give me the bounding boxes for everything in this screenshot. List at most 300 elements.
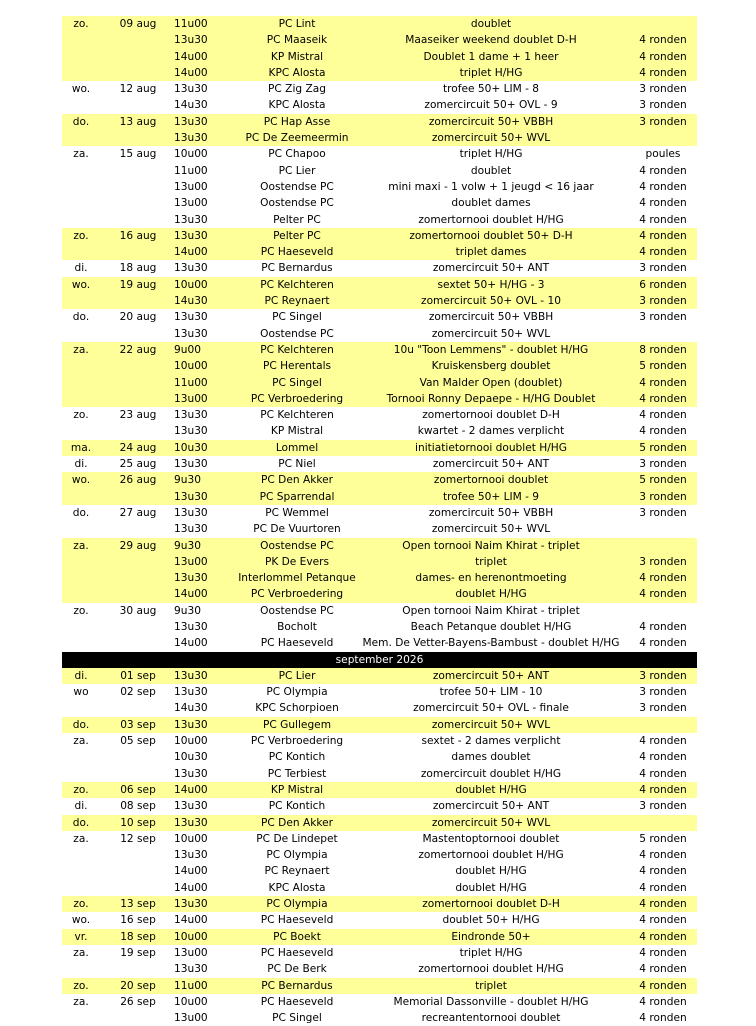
time-cell: 11u00 (174, 979, 208, 992)
club-cell: PC Haeseveld (260, 995, 334, 1008)
table-row (62, 228, 697, 244)
club-cell: Interlommel Petanque (238, 572, 356, 585)
event-cell: Tornooi Ronny Depaepe - H/HG Doublet (386, 392, 596, 405)
table-row (62, 538, 697, 554)
day-cell: do. (72, 115, 90, 128)
event-cell: zomercircuit 50+ ANT (432, 262, 550, 275)
club-cell: Pelter PC (273, 213, 321, 226)
rounds-cell: 4 ronden (639, 930, 687, 943)
club-cell: PC Singel (272, 311, 322, 324)
rounds-cell: 4 ronden (639, 963, 687, 976)
time-cell: 14u00 (174, 865, 208, 878)
event-cell: zomercircuit 50+ WVL (431, 523, 551, 536)
day-cell: zo. (73, 783, 89, 796)
club-cell: PC De Zeemeermin (245, 132, 349, 145)
time-cell: 13u30 (174, 816, 208, 829)
event-cell: triplet H/HG (459, 946, 523, 959)
table-row (62, 293, 697, 309)
date-cell: 27 aug (119, 506, 157, 519)
rounds-cell: 4 ronden (639, 881, 687, 894)
table-row (62, 244, 697, 260)
rounds-cell: 5 ronden (639, 360, 687, 373)
date-cell: 09 aug (119, 18, 157, 30)
time-cell: 10u30 (174, 441, 208, 454)
rounds-cell: 3 ronden (639, 506, 687, 519)
club-cell: Bocholt (277, 620, 317, 633)
event-cell: doublet H/HG (455, 783, 527, 796)
date-cell: 01 sep (120, 669, 156, 682)
day-cell: wo. (71, 83, 91, 96)
date-cell: 20 sep (120, 979, 156, 992)
event-cell: doublet H/HG (455, 865, 527, 878)
club-cell: PC Maaseik (266, 34, 328, 47)
table-row (62, 684, 697, 700)
table-row (62, 896, 697, 912)
time-cell: 9u00 (174, 343, 201, 356)
date-cell: 29 aug (119, 539, 157, 552)
table-row (62, 407, 697, 423)
event-cell: zomercircuit 50+ OVL - finale (413, 702, 569, 715)
day-cell: za. (73, 148, 89, 161)
date-cell: 16 aug (119, 229, 157, 242)
event-cell: sextet - 2 dames verplicht (421, 735, 561, 748)
time-cell: 10u00 (174, 735, 208, 748)
event-cell: zomertornooi doublet H/HG (418, 963, 564, 976)
time-cell: 13u30 (174, 409, 208, 422)
club-cell: Oostendse PC (260, 539, 334, 552)
club-cell: Pelter PC (273, 229, 321, 242)
rounds-cell: 3 ronden (639, 555, 687, 568)
club-cell: PC Bernardus (261, 262, 333, 275)
table-row (62, 782, 697, 798)
date-cell: 05 sep (120, 735, 156, 748)
time-cell: 13u30 (174, 83, 208, 96)
event-cell: triplet H/HG (459, 66, 523, 79)
event-cell: dames doublet (451, 751, 531, 764)
club-cell: Oostendse PC (260, 327, 334, 340)
time-cell: 10u00 (174, 995, 208, 1008)
time-cell: 14u00 (174, 66, 208, 79)
table-row (62, 521, 697, 537)
table-row (62, 815, 697, 831)
club-cell: PC Olympia (266, 849, 328, 862)
club-cell: Lommel (275, 441, 319, 454)
table-row (62, 277, 697, 293)
rounds-cell: 4 ronden (639, 995, 687, 1008)
event-cell: zomertornooi doublet H/HG (418, 849, 564, 862)
rounds-cell: 3 ronden (639, 295, 687, 308)
rounds-cell: 3 ronden (639, 800, 687, 813)
rounds-cell: 4 ronden (639, 898, 687, 911)
date-cell: 24 aug (119, 441, 157, 454)
table-row (62, 97, 697, 113)
day-cell: do. (72, 816, 90, 829)
time-cell: 13u00 (174, 1012, 208, 1025)
date-cell: 12 sep (120, 832, 156, 845)
time-cell: 9u30 (174, 474, 201, 487)
club-cell: PC Haeseveld (260, 946, 334, 959)
club-cell: PC Den Akker (261, 474, 333, 487)
event-cell: Mem. De Vetter-Bayens-Bambust - doublet H/HG (362, 637, 620, 650)
table-row (62, 505, 697, 521)
rounds-cell: 4 ronden (639, 376, 687, 389)
day-cell: za. (73, 539, 89, 552)
event-cell: Van Malder Open (doublet) (419, 376, 563, 389)
table-row (62, 16, 697, 32)
table-row (62, 749, 697, 765)
event-cell: zomertornooi doublet H/HG (418, 213, 564, 226)
table-row (62, 619, 697, 635)
table-row (62, 375, 697, 391)
club-cell: PC Hap Asse (263, 115, 331, 128)
table-row (62, 212, 697, 228)
time-cell: 10u00 (174, 148, 208, 161)
rounds-cell: 4 ronden (639, 572, 687, 585)
day-cell: zo. (73, 18, 89, 30)
club-cell: KP Mistral (270, 425, 324, 438)
rounds-cell: 4 ronden (639, 620, 687, 633)
event-cell: doublet (470, 18, 512, 30)
date-cell: 19 aug (119, 278, 157, 291)
time-cell: 13u00 (174, 946, 208, 959)
event-cell: dames- en herenontmoeting (415, 572, 567, 585)
table-row (62, 586, 697, 602)
club-cell: PC Reynaert (264, 865, 330, 878)
rounds-cell: 4 ronden (639, 180, 687, 193)
day-cell: di. (74, 800, 88, 813)
day-cell: ma. (70, 441, 92, 454)
club-cell: PC Boekt (273, 930, 321, 943)
table-row (62, 831, 697, 847)
rounds-cell: 4 ronden (639, 751, 687, 764)
rounds-cell: 4 ronden (639, 246, 687, 259)
date-cell: 22 aug (119, 343, 157, 356)
date-cell: 23 aug (119, 409, 157, 422)
day-cell: wo. (71, 914, 91, 927)
date-cell: 19 sep (120, 946, 156, 959)
club-cell: KPC Schorpioen (255, 702, 339, 715)
day-cell: do. (72, 311, 90, 324)
time-cell: 14u00 (174, 637, 208, 650)
rounds-cell: 6 ronden (639, 278, 687, 291)
event-cell: sextet 50+ H/HG - 3 (437, 278, 545, 291)
time-cell: 10u00 (174, 360, 208, 373)
time-cell: 13u30 (174, 262, 208, 275)
rounds-cell: 4 ronden (639, 767, 687, 780)
time-cell: 14u00 (174, 246, 208, 259)
table-row (62, 472, 697, 488)
event-cell: doublet (470, 164, 512, 177)
date-cell: 12 aug (119, 83, 157, 96)
day-cell: za. (73, 946, 89, 959)
club-cell: PC Lier (278, 164, 316, 177)
rounds-cell: 4 ronden (639, 979, 687, 992)
time-cell: 13u30 (174, 849, 208, 862)
table-row (62, 945, 697, 961)
event-cell: zomertornooi doublet 50+ D-H (409, 229, 573, 242)
event-cell: doublet H/HG (455, 881, 527, 894)
rounds-cell: 4 ronden (639, 66, 687, 79)
event-cell: triplet dames (455, 246, 527, 259)
date-cell: 16 sep (120, 914, 156, 927)
rounds-cell: 5 ronden (639, 832, 687, 845)
table-row (62, 554, 697, 570)
club-cell: Oostendse PC (260, 197, 334, 210)
club-cell: PC Kelchteren (260, 278, 334, 291)
time-cell: 13u30 (174, 767, 208, 780)
rounds-cell: 3 ronden (639, 83, 687, 96)
day-cell: za. (73, 995, 89, 1008)
event-cell: zomercircuit doublet H/HG (420, 767, 562, 780)
time-cell: 13u30 (174, 800, 208, 813)
table-row (62, 423, 697, 439)
table-row (62, 440, 697, 456)
rounds-cell: 4 ronden (639, 637, 687, 650)
time-cell: 13u30 (174, 425, 208, 438)
time-cell: 13u30 (174, 115, 208, 128)
time-cell: 11u00 (174, 164, 208, 177)
club-cell: KPC Alosta (268, 881, 326, 894)
day-cell: wo. (71, 278, 91, 291)
event-cell: Maaseiker weekend doublet D-H (405, 34, 577, 47)
club-cell: PC Niel (278, 458, 316, 471)
rounds-cell: 3 ronden (639, 311, 687, 324)
club-cell: Oostendse PC (260, 604, 334, 617)
time-cell: 13u30 (174, 506, 208, 519)
event-cell: doublet H/HG (455, 588, 527, 601)
event-cell: Mastentoptornooi doublet (422, 832, 560, 845)
event-cell: initiatietornooi doublet H/HG (415, 441, 567, 454)
table-row (62, 130, 697, 146)
rounds-cell: 3 ronden (639, 702, 687, 715)
date-cell: 03 sep (120, 718, 156, 731)
time-cell: 13u30 (174, 490, 208, 503)
rounds-cell: 5 ronden (639, 441, 687, 454)
rounds-cell: 4 ronden (639, 34, 687, 47)
time-cell: 14u00 (174, 881, 208, 894)
date-cell: 13 sep (120, 898, 156, 911)
time-cell: 13u30 (174, 213, 208, 226)
event-cell: zomercircuit 50+ WVL (431, 718, 551, 731)
rounds-cell: 4 ronden (639, 849, 687, 862)
day-cell: zo. (73, 604, 89, 617)
rounds-cell: 5 ronden (639, 474, 687, 487)
time-cell: 11u00 (174, 376, 208, 389)
club-cell: PC Singel (272, 376, 322, 389)
time-cell: 10u00 (174, 278, 208, 291)
club-cell: PC Sparrendal (259, 490, 335, 503)
table-row (62, 929, 697, 945)
time-cell: 11u00 (174, 18, 208, 30)
time-cell: 13u30 (174, 718, 208, 731)
club-cell: PC Lier (278, 669, 316, 682)
rounds-cell: 4 ronden (639, 588, 687, 601)
date-cell: 18 sep (120, 930, 156, 943)
table-row (62, 81, 697, 97)
table-row (62, 65, 697, 81)
event-cell: Memorial Dassonville - doublet H/HG (393, 995, 589, 1008)
date-cell: 26 aug (119, 474, 157, 487)
club-cell: KPC Alosta (268, 99, 326, 112)
time-cell: 13u30 (174, 34, 208, 47)
table-row (62, 49, 697, 65)
club-cell: PC Gullegem (262, 718, 332, 731)
event-cell: triplet H/HG (459, 148, 523, 161)
event-cell: kwartet - 2 dames verplicht (417, 425, 565, 438)
table-row (62, 733, 697, 749)
table-row (62, 358, 697, 374)
time-cell: 13u30 (174, 620, 208, 633)
time-cell: 14u00 (174, 588, 208, 601)
day-cell: wo. (71, 474, 91, 487)
club-cell: PC Bernardus (261, 979, 333, 992)
time-cell: 10u30 (174, 751, 208, 764)
day-cell: do. (72, 718, 90, 731)
club-cell: PC Reynaert (264, 295, 330, 308)
table-row (62, 260, 697, 276)
time-cell: 13u00 (174, 180, 208, 193)
event-cell: zomercircuit 50+ OVL - 10 (421, 295, 561, 308)
club-cell: PC Haeseveld (260, 914, 334, 927)
club-cell: PC De Vuurtoren (253, 523, 341, 536)
club-cell: PC De Lindepet (256, 832, 338, 845)
time-cell: 13u30 (174, 572, 208, 585)
club-cell: PC Chapoo (268, 148, 326, 161)
event-cell: Kruiskensberg doublet (431, 360, 551, 373)
club-cell: PC Wemmel (265, 506, 329, 519)
table-row (62, 195, 697, 211)
rounds-cell: 4 ronden (639, 229, 687, 242)
time-cell: 13u30 (174, 898, 208, 911)
table-row (62, 114, 697, 130)
event-cell: zomercircuit 50+ OVL - 9 (424, 99, 558, 112)
club-cell: PC Haeseveld (260, 637, 334, 650)
time-cell: 13u30 (174, 311, 208, 324)
day-cell: zo. (73, 898, 89, 911)
rounds-cell: 4 ronden (639, 409, 687, 422)
time-cell: 9u30 (174, 604, 201, 617)
day-cell: zo. (73, 979, 89, 992)
day-cell: zo. (73, 229, 89, 242)
table-row (62, 912, 697, 928)
event-cell: Open tornooi Naim Khirat - triplet (402, 604, 580, 617)
club-cell: Oostendse PC (260, 180, 334, 193)
time-cell: 13u30 (174, 327, 208, 340)
day-cell: za. (73, 832, 89, 845)
date-cell: 08 sep (120, 800, 156, 813)
rounds-cell: 4 ronden (639, 865, 687, 878)
rounds-cell: 4 ronden (639, 1012, 687, 1025)
time-cell: 14u30 (174, 295, 208, 308)
table-row (62, 978, 697, 994)
event-cell: triplet (475, 979, 507, 992)
rounds-cell: 4 ronden (639, 50, 687, 63)
table-row (62, 326, 697, 342)
event-cell: zomercircuit 50+ VBBH (428, 311, 554, 324)
table-row (62, 489, 697, 505)
schedule-table (62, 16, 697, 1026)
event-cell: Beach Petanque doublet H/HG (410, 620, 572, 633)
date-cell: 10 sep (120, 816, 156, 829)
day-cell: vr. (74, 930, 88, 943)
club-cell: PC Den Akker (261, 816, 333, 829)
table-row (62, 766, 697, 782)
rounds-cell: 3 ronden (639, 490, 687, 503)
table-row (62, 603, 697, 619)
rounds-cell: 3 ronden (639, 458, 687, 471)
time-cell: 13u30 (174, 523, 208, 536)
rounds-cell: 4 ronden (639, 197, 687, 210)
event-cell: recreantentornooi doublet (421, 1012, 561, 1025)
rounds-cell: 3 ronden (639, 115, 687, 128)
club-cell: PC Kontich (268, 800, 326, 813)
day-cell: di. (74, 458, 88, 471)
table-row (62, 847, 697, 863)
event-cell: doublet dames (451, 197, 531, 210)
time-cell: 9u30 (174, 539, 201, 552)
club-cell: PC Terbiest (267, 767, 327, 780)
time-cell: 10u00 (174, 832, 208, 845)
club-cell: PC Kontich (268, 751, 326, 764)
rounds-cell: 4 ronden (639, 735, 687, 748)
time-cell: 13u30 (174, 458, 208, 471)
event-cell: zomercircuit 50+ ANT (432, 800, 550, 813)
rounds-cell: 4 ronden (639, 914, 687, 927)
date-cell: 15 aug (119, 148, 157, 161)
club-cell: PC De Berk (267, 963, 327, 976)
date-cell: 20 aug (119, 311, 157, 324)
club-cell: PC Olympia (266, 898, 328, 911)
club-cell: PC Verbroedering (250, 588, 344, 601)
table-row (62, 961, 697, 977)
rounds-cell: 4 ronden (639, 392, 687, 405)
event-cell: Open tornooi Naim Khirat - triplet (402, 539, 580, 552)
time-cell: 14u00 (174, 914, 208, 927)
rounds-cell: 3 ronden (639, 686, 687, 699)
rounds-cell: 4 ronden (639, 213, 687, 226)
date-cell: 25 aug (119, 458, 157, 471)
club-cell: KP Mistral (270, 50, 324, 63)
event-cell: zomertornooi doublet D-H (422, 409, 560, 422)
club-cell: PC Kelchteren (260, 343, 334, 356)
event-cell: zomercircuit 50+ WVL (431, 132, 551, 145)
event-cell: triplet (475, 555, 507, 568)
event-cell: trofee 50+ LIM - 9 (442, 490, 540, 503)
event-cell: zomercircuit 50+ ANT (432, 458, 550, 471)
time-cell: 13u00 (174, 197, 208, 210)
rounds-cell: poules (645, 148, 681, 161)
event-cell: doublet 50+ H/HG (442, 914, 540, 927)
table-row (62, 32, 697, 48)
event-cell: 10u "Toon Lemmens" - doublet H/HG (393, 343, 589, 356)
rounds-cell: 3 ronden (639, 262, 687, 275)
club-cell: PC Verbroedering (250, 392, 344, 405)
event-cell: trofee 50+ LIM - 8 (442, 83, 540, 96)
event-cell: zomercircuit 50+ VBBH (428, 506, 554, 519)
event-cell: Eindronde 50+ (451, 930, 531, 943)
table-row (62, 570, 697, 586)
date-cell: 06 sep (120, 783, 156, 796)
table-row (62, 994, 697, 1010)
club-cell: PC Verbroedering (250, 735, 344, 748)
club-cell: PC Kelchteren (260, 409, 334, 422)
time-cell: 14u00 (174, 50, 208, 63)
rounds-cell: 3 ronden (639, 99, 687, 112)
time-cell: 14u00 (174, 783, 208, 796)
table-row (62, 717, 697, 733)
club-cell: PC Lint (278, 18, 316, 30)
rounds-cell: 4 ronden (639, 425, 687, 438)
